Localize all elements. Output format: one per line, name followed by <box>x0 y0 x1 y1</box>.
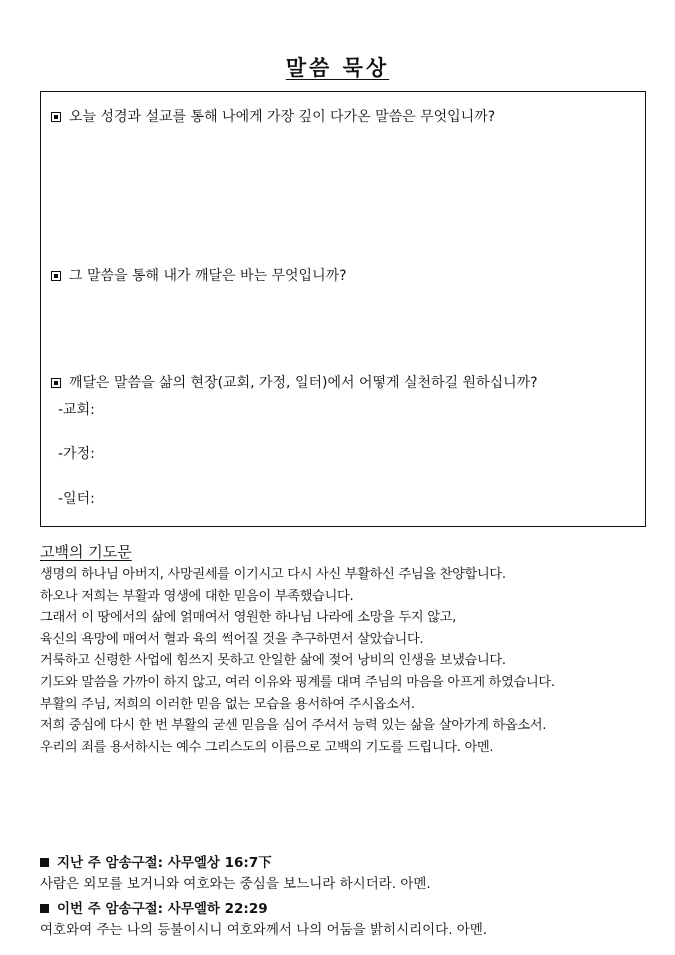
question-3-text: 깨달은 말씀을 삶의 현장(교회, 가정, 일터)에서 어떻게 실천하길 원하십니까? <box>69 375 538 391</box>
question-1 <box>51 106 495 126</box>
prayer-line: 육신의 욕망에 매여서 혈과 육의 썩어질 것을 추구하면서 살았습니다. <box>40 631 424 647</box>
question-2-text: 그 말씀을 통해 내가 깨달은 바는 무엇입니까? <box>69 268 347 284</box>
prayer-line: 거룩하고 신령한 사업에 힘쓰지 못하고 안일한 삶에 젖어 낭비의 인생을 보냈습니다. <box>40 653 506 669</box>
square-bullet-icon <box>51 378 61 388</box>
question-3 <box>51 372 538 392</box>
this-week-verse-heading-text: 이번 주 암송구절: 사무엘하 22:29 <box>57 901 268 917</box>
last-week-verse-heading <box>40 851 272 871</box>
prayer-line: 생명의 하나님 아버지, 사망권세를 이기시고 다시 사신 부활하신 주님을 찬양합니다. <box>40 567 506 582</box>
prayer-body <box>40 564 555 758</box>
question-2 <box>51 265 347 285</box>
square-bullet-icon <box>51 112 61 122</box>
last-week-verse-text: 사람은 외모를 보거니와 여호와는 중심을 보느니라 하시더라. 아멘. <box>40 876 431 892</box>
prayer-line: 하오나 저희는 부활과 영생에 대한 믿음이 부족했습니다. <box>40 588 354 604</box>
prayer-line: 부활의 주님, 저희의 이러한 믿음 없는 모습을 용서하여 주시옵소서. <box>40 696 415 712</box>
black-square-icon <box>40 858 49 867</box>
page-title <box>0 52 675 82</box>
prayer-line: 기도와 말씀을 가까이 하지 않고, 여러 이유와 핑계를 대며 주님의 마음을 아프게 하였습니다. <box>40 674 555 690</box>
sub-item-work: -일터: <box>58 491 95 507</box>
prayer-line: 그래서 이 땅에서의 삶에 얽매여서 영원한 하나님 나라에 소망을 두지 않고, <box>40 610 456 626</box>
question-1-text: 오늘 성경과 설교를 통해 나에게 가장 깊이 다가온 말씀은 무엇입니까? <box>69 109 496 125</box>
page-title-text: 말씀 묵상 <box>285 56 390 80</box>
sub-item-home: -가정: <box>58 446 95 462</box>
this-week-verse-text: 여호와여 주는 나의 등불이시니 여호와께서 나의 어둠을 밝히시리이다. 아멘. <box>40 922 488 938</box>
this-week-verse-heading <box>40 897 268 917</box>
prayer-line: 저희 중심에 다시 한 번 부활의 굳센 믿음을 심어 주셔서 능력 있는 삶을 살아가게 하옵소서. <box>40 718 547 734</box>
meditation-box <box>40 91 646 527</box>
prayer-line: 우리의 죄를 용서하시는 예수 그리스도의 이름으로 고백의 기도를 드립니다. 아멘. <box>40 739 494 755</box>
sub-item-church: -교회: <box>58 402 95 418</box>
last-week-verse-heading-text: 지난 주 암송구절: 사무엘상 16:7下 <box>57 855 272 871</box>
prayer-title: 고백의 기도문 <box>40 543 132 561</box>
black-square-icon <box>40 904 49 913</box>
square-bullet-icon <box>51 271 61 281</box>
